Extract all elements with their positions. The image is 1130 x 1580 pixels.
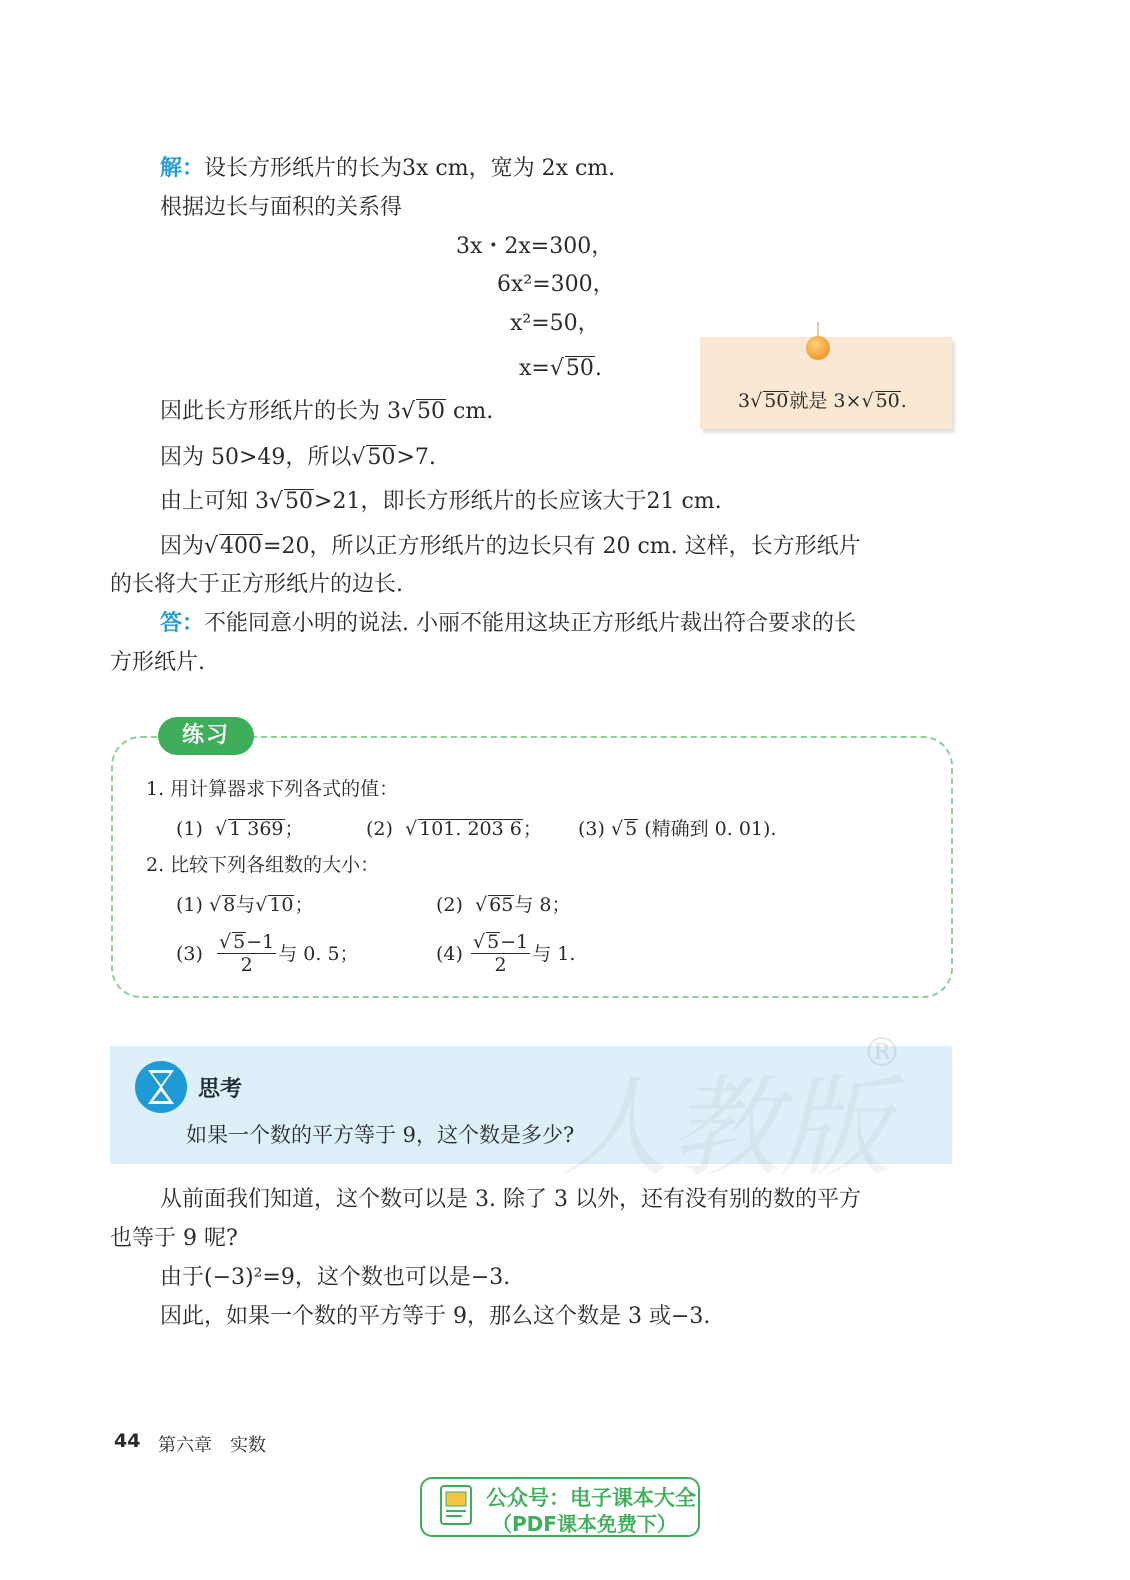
body-paragraph-1-line-1: 从前面我们知道，这个数可以是 3. 除了 3 以外，还有没有别的数的平方	[160, 1187, 861, 1212]
pushpin-icon	[806, 336, 830, 360]
exercise-question-2: 2. 比较下列各组数的大小：	[146, 854, 380, 876]
equation-4: x=√50.	[519, 354, 602, 384]
fraction: $\frac{√ 5-1}{2}$	[472, 931, 529, 976]
sqrt-expression: √400	[204, 534, 263, 559]
ad-line-1: 公众号：电子课本大全	[486, 1486, 696, 1510]
chapter-title: 第六章 实数	[158, 1435, 266, 1456]
exercise-1-1: (1) √ 1 369；	[176, 818, 304, 840]
equation-4-prefix: x=	[519, 356, 550, 381]
solution-line-4: 因为 50>49，所以√50>7.	[160, 443, 436, 473]
fraction: $\frac{√ 5-1}{2}$	[219, 931, 275, 976]
answer-line-2: 方形纸片.	[110, 650, 205, 675]
exercise-2-4: (4) $\frac{√ 5-1}{2}$ 与 1.	[436, 931, 576, 976]
answer-line-1: 答：不能同意小明的说法. 小丽不能用这块正方形纸片裁出符合要求的长	[160, 611, 857, 636]
equation-3: x²=50，	[510, 311, 600, 336]
body-paragraph-3: 因此，如果一个数的平方等于 9，那么这个数是 3 或−3.	[160, 1304, 711, 1329]
solution-text-1: 设长方形纸片的长为3x cm，宽为 2x cm.	[204, 156, 616, 181]
equation-2: 6x²=300，	[497, 272, 615, 297]
sqrt-expression: √50	[549, 356, 594, 381]
exercise-question-1: 1. 用计算器求下列各式的值：	[146, 778, 399, 800]
solution-label: 解：	[160, 156, 205, 181]
hourglass-icon	[134, 1060, 188, 1114]
sqrt-expression: √50	[269, 489, 314, 514]
note-text: 3√ 50就是 3×√ 50.	[738, 390, 907, 412]
solution-line-5: 由上可知 3√50>21，即长方形纸片的长应该大于21 cm.	[160, 487, 722, 517]
answer-label: 答：	[160, 611, 205, 636]
solution-line-3: 因此长方形纸片的长为 3√50 cm.	[160, 397, 493, 427]
publisher-watermark: 人教版	[560, 1064, 890, 1192]
think-title: 思考	[198, 1077, 243, 1102]
page-number: 44	[114, 1430, 141, 1452]
book-icon	[438, 1484, 476, 1530]
solution-line-6: 因为√400=20，所以正方形纸片的边长只有 20 cm. 这样，长方形纸片	[160, 532, 861, 562]
exercise-1-3: (3) √ 5 (精确到 0. 01).	[578, 818, 777, 840]
exercise-tag: 练习	[158, 717, 254, 755]
exercise-1-2: (2) √ 101. 203 6；	[366, 818, 542, 840]
exercise-2-1: (1) √ 8与√ 10；	[176, 894, 314, 916]
body-paragraph-2: 由于(−3)²=9，这个数也可以是−3.	[160, 1265, 511, 1290]
exercise-2-2: (2) √ 65与 8；	[436, 894, 571, 916]
sqrt-expression: √50	[401, 399, 446, 424]
sqrt-expression: √50	[351, 445, 396, 470]
solution-line-1	[160, 154, 615, 184]
solution-line-2: 根据边长与面积的关系得	[160, 195, 403, 220]
body-paragraph-1-line-2: 也等于 9 呢?	[110, 1226, 238, 1251]
ad-line-2: （PDF课本免费下）	[492, 1512, 677, 1536]
exercise-2-3: (3) $\frac{√ 5-1}{2}$ 与 0. 5；	[176, 931, 359, 976]
equation-1: 3x・2x=300，	[456, 234, 614, 259]
registered-mark-icon: ®	[862, 1030, 902, 1076]
solution-line-7: 的长将大于正方形纸片的边长.	[110, 572, 403, 597]
think-question: 如果一个数的平方等于 9，这个数是多少?	[186, 1123, 575, 1147]
